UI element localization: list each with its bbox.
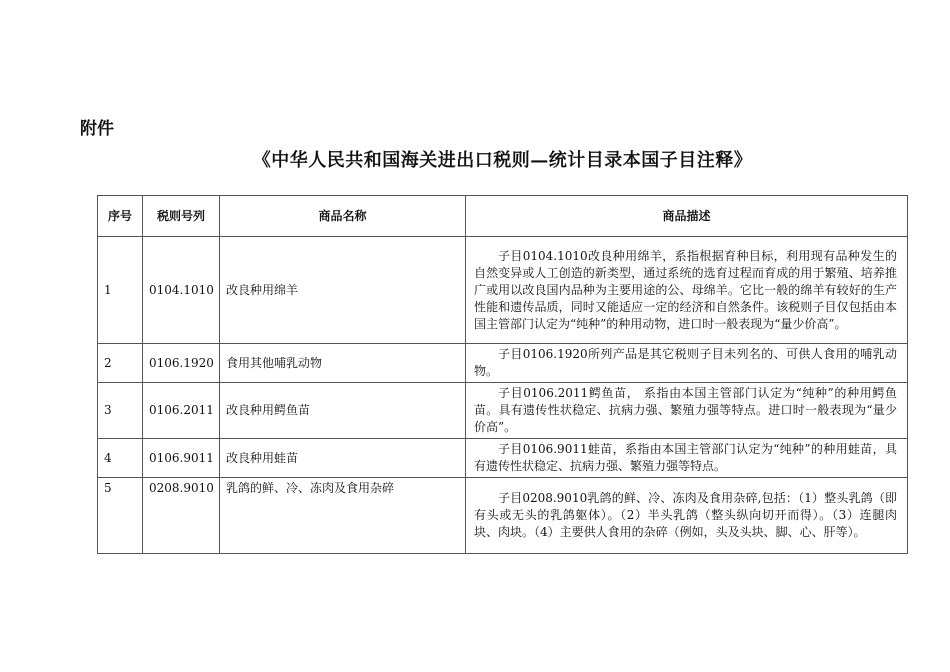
attachment-label: 附件 — [80, 119, 114, 139]
cell-tariff-code: 0106.2011 — [143, 383, 220, 439]
header-product-name: 商品名称 — [220, 196, 466, 237]
cell-serial: 2 — [98, 344, 143, 383]
annotation-table — [97, 195, 908, 554]
cell-product-description: 子目0106.9011蛙苗，系指由本国主管部门认定为“纯种”的种用蛙苗，具有遗传性状稳定、抗病力强、繁殖力强等特点。 — [466, 439, 908, 478]
cell-product-description: 子目0106.2011鳄鱼苗， 系指由本国主管部门认定为“纯种”的种用鳄鱼苗。具有遗传性状稳定、抗病力强、繁殖力强等特点。进口时一般表现为“量少价高”。 — [466, 383, 908, 439]
table-row — [98, 439, 908, 478]
header-product-description: 商品描述 — [466, 196, 908, 237]
header-tariff-code: 税则号列 — [143, 196, 220, 237]
table-row — [98, 344, 908, 383]
document-title: 《中华人民共和国海关进出口税则—统计目录本国子目注释》 — [252, 150, 753, 171]
cell-product-name: 改良种用鳄鱼苗 — [220, 383, 466, 439]
cell-tariff-code: 0106.1920 — [143, 344, 220, 383]
cell-tariff-code: 0106.9011 — [143, 439, 220, 478]
table-row — [98, 383, 908, 439]
cell-serial: 5 — [98, 478, 143, 554]
cell-product-name: 乳鸽的鲜、冷、冻肉及食用杂碎 — [220, 478, 466, 554]
table-row — [98, 237, 908, 344]
cell-product-description: 子目0106.1920所列产品是其它税则子目未列名的、可供人食用的哺乳动物。 — [466, 344, 908, 383]
table-header-row — [98, 196, 908, 237]
cell-product-name: 改良种用蛙苗 — [220, 439, 466, 478]
header-serial: 序号 — [98, 196, 143, 237]
cell-product-description: 子目0208.9010乳鸽的鲜、冷、冻肉及食用杂碎,包括：（1）整头乳鸽（即有头或无头的乳鸽躯体）。（2）半头乳鸽（整头纵向切开而得）。（3）连腿肉块、肉块。（4）主要供人食用的杂碎（例如，头及头块、脚、心、肝等）。 — [466, 478, 908, 554]
cell-tariff-code: 0208.9010 — [143, 478, 220, 554]
cell-product-name: 改良种用绵羊 — [220, 237, 466, 344]
cell-product-name: 食用其他哺乳动物 — [220, 344, 466, 383]
cell-serial: 3 — [98, 383, 143, 439]
cell-serial: 4 — [98, 439, 143, 478]
table-row — [98, 478, 908, 554]
cell-serial: 1 — [98, 237, 143, 344]
cell-tariff-code: 0104.1010 — [143, 237, 220, 344]
cell-product-description: 子目0104.1010改良种用绵羊，系指根据育种目标，利用现有品种发生的自然变异或人工创造的新类型，通过系统的选育过程而育成的用于繁殖、培养推广或用以改良国内品种为主要用途的公、母绵羊。它比一般的绵羊有较好的生产性能和遗传品质，同时又能适应一定的经济和自然条件。该税则子目仅包括由本国主管部门认定为“纯种”的种用动物，进口时一般表现为“量少价高”。 — [466, 237, 908, 344]
